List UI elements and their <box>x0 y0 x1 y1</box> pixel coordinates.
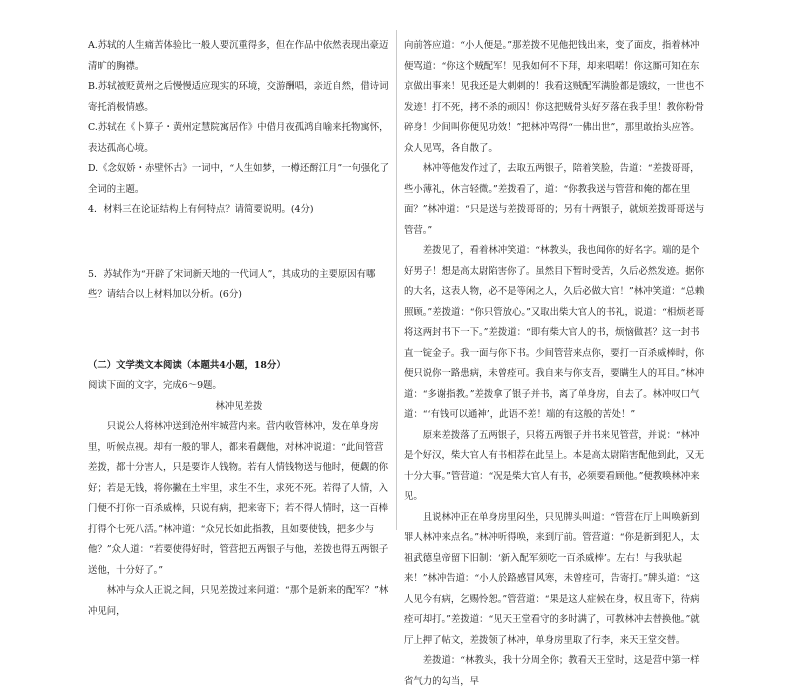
story-paragraph: 原来差拨落了五两银子，只将五两银子并书来见管营，并说：“林冲是个好汉，柴大官人有书相荐在此呈上。本是高太尉陷害配他到此，又无十分大事。”管营道：“况是柴大官人有书，必须要看顾他。”便教唤林冲来见。 <box>404 429 705 502</box>
left-column <box>88 36 390 622</box>
column-divider <box>396 30 397 530</box>
story-paragraph: 差拨道：“林教头，我十分周全你；教看天王堂时，这是营中第一样省气力的勾当，早 <box>404 655 700 687</box>
story-paragraph: 差拨见了，看着林冲笑道：“林教头，我也闻你的好名字。端的是个好男子！想是高太尉陷害你了。虽然目下暂时受苦，久后必然发迹。据你的大名，这表人物，必不是等闲之人，久后必做大官！”林冲笑道：“总赖照顾。”差拨道：“你只管放心。”又取出柴大官人的书礼，说道：“相烦老哥将这两封书下一下。”差拨道：“即有柴大官人的书，烦恼做甚？这一封书直一锭金子。我一面与你下书。少间管营来点你，要打一百杀威棒时，你便只说你一路患病，未曾痊可。我自来与你支吾，要瞒生人的耳目。”林冲道：“多谢指教。”差拨拿了银子并书，离了单身房，自去了。林冲叹口气道：“‘有钱可以通神’，此语不差！端的有这般的苦处！” <box>404 245 705 420</box>
reading-instruction: 阅读下面的文字，完成6～9题。 <box>88 380 222 391</box>
option-d: D.《念奴娇・赤壁怀古》一词中，“人生如梦，一樽还酹江月”一句强化了全词的主题。 <box>88 163 390 195</box>
option-c: C.苏轼在《卜算子・黄州定慧院寓居作》中借月夜孤鸿自喻来托物寓怀，表达孤高心境。 <box>88 122 389 154</box>
option-b: B.苏轼被贬黄州之后慢慢适应现实的环境，交游酬唱，亲近自然，借诗词寄托消极情感。 <box>88 81 389 113</box>
right-column <box>404 36 706 692</box>
story-paragraph: 且说林冲正在单身房里闷坐，只见牌头叫道：“管营在厅上叫唤新到罪人林冲来点名。”林冲听得唤，来到厅前。管营道：“你是新到犯人，太祖武德皇帝留下旧制：‘新入配军须吃一百杀威棒’。左右！与我驮起来！”林冲告道：“小人於路感冒风寒，未曾痊可，告寄打。”牌头道：“这人见今有病，乞赐怜恕。”管营道：“果是这人症候在身，权且寄下，待病痊可却打。”差拨道：“见天王堂看守的多时满了，可教林冲去替换他。”就厅上押了帖文，差拨领了林冲，单身房里取了行李，来天王堂交替。 <box>404 511 700 646</box>
story-title: 林冲见差拨 <box>215 400 263 412</box>
story-paragraph: 只说公人将林冲送到沧州牢城营内来。营内收管林冲，发在单身房里，听候点视。却有一般的罪人，都来看觑他，对林冲说道：“此间管营差拨，都十分害人，只是要诈人钱物。若有人情钱物送与他时，便觑的你好；若是无钱，将你撇在土牢里，求生不生，求死不死。若得了人情，入门便不打你一百杀威棒，只说有病，把来寄下；若不得人情时，这一百棒打得个七死八活。”林冲道：“众兄长如此指教，且如要使钱，把多少与他？”众人道：“若要使得好时，管营把五两银子与他，差拨也得五两银子送他，十分好了。” <box>88 421 389 576</box>
option-a: A.苏轼的人生痛苦体验比一般人要沉重得多，但在作品中依然表现出豪迈清旷的胸襟。 <box>88 40 389 72</box>
story-paragraph-continued: 向前答应道：“小人便是。”那差拨不见他把钱出来，变了面皮，指着林冲便骂道：“你这个贼配军！见我如何不下拜，却来唱喏！你这厮可知在东京做出事来！见我还是大刺刺的！我看这贼配军满脸都是饿纹，一世也不发迹！打不死，拷不杀的顽囚！你这把贼骨头好歹落在我手里！教你粉骨碎身！少间叫你便见功效！”把林冲骂得“一佛出世”，那里敢抬头应答。众人见骂，各自散了。 <box>404 40 705 154</box>
story-paragraph: 林冲等他发作过了，去取五两银子，陪着笑脸，告道：“差拨哥哥，些小薄礼，休言轻微。”差拨看了，道：“你教我送与管营和俺的都在里面？”林冲道：“只是送与差拨哥哥的；另有十两银子，就烦差拨哥哥送与管营。” <box>404 163 705 236</box>
answer-space-4 <box>88 221 390 265</box>
question-5: 5．苏轼作为“开辟了宋词新天地的一代词人”，其成功的主要原因有哪些？请结合以上材料加以分析。(6分) <box>88 268 376 300</box>
answer-space-5 <box>88 306 390 356</box>
story-paragraph: 林冲与众人正说之间，只见差拨过来问道：“那个是新来的配军？”林冲见问， <box>88 585 389 617</box>
question-4: 4．材料三在论证结构上有何特点？请简要说明。(4分) <box>88 204 314 215</box>
section-heading: （二）文学类文本阅读（本题共4小题，18分） <box>88 359 286 371</box>
